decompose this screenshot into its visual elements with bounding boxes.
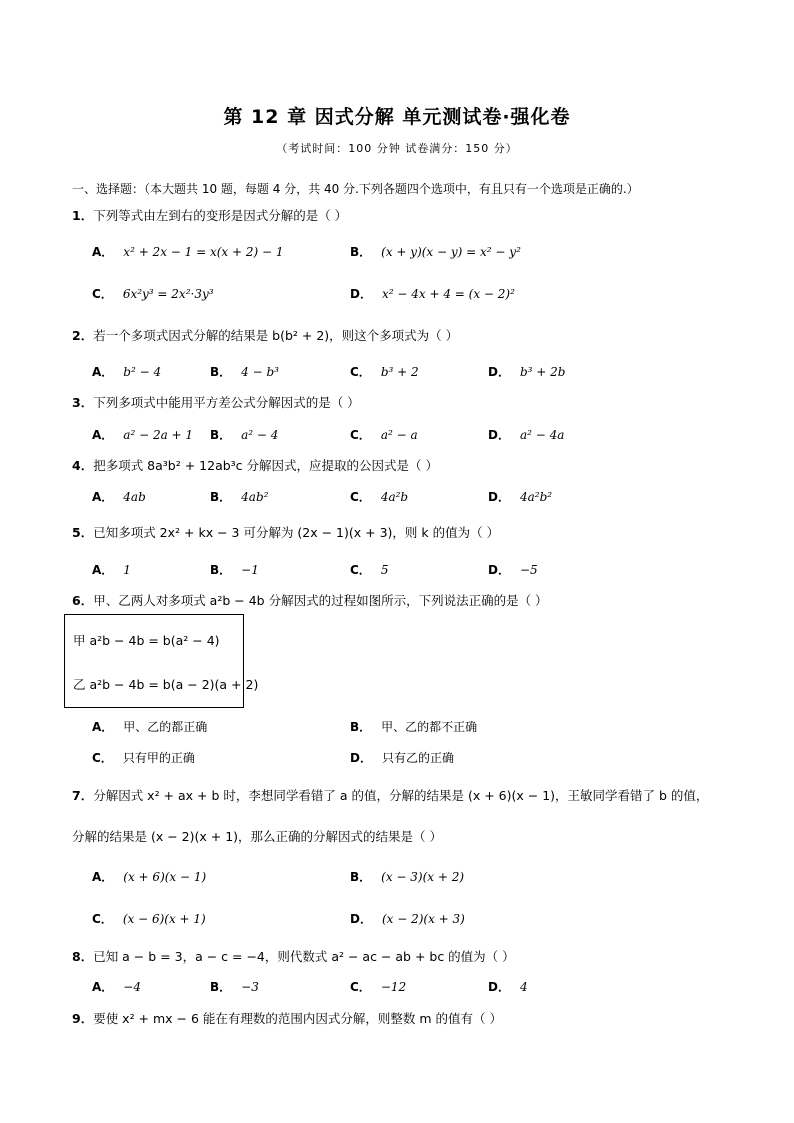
q1-option-b[interactable]: B． (x + y)(x − y) = x² − y² [350, 245, 521, 259]
question-number: 8． [72, 949, 94, 964]
q1-option-a[interactable]: A． x² + 2x − 1 = x(x + 2) − 1 [92, 245, 284, 259]
question-2 [72, 326, 458, 344]
question-stem: 甲、乙两人对多项式 a²b − 4b 分解因式的过程如图所示，下列说法正确的是（ ） [93, 593, 548, 608]
question-number: 2． [72, 328, 94, 343]
question-stem: 要使 x² + mx − 6 能在有理数的范围内因式分解，则整数 m 的值有（ ） [93, 1011, 503, 1026]
question-number: 4． [72, 458, 94, 473]
question-4 [72, 456, 438, 474]
q2-option-b[interactable]: B． 4 − b³ [210, 365, 279, 379]
q6-option-c[interactable]: C． 只有甲的正确 [92, 751, 195, 765]
question-number: 7． [72, 788, 94, 803]
q1-option-c[interactable]: C． 6x²y³ = 2x²·3y³ [92, 287, 214, 301]
q2-option-a[interactable]: A． b² − 4 [92, 365, 162, 379]
solution-box [64, 614, 259, 708]
q4-option-d[interactable]: D． 4a²b² [488, 490, 553, 504]
question-number: 9． [72, 1011, 94, 1026]
question-number: 1． [72, 208, 94, 223]
q7-option-c[interactable]: C． (x − 6)(x + 1) [92, 912, 206, 926]
question-stem: 下列等式由左到右的变形是因式分解的是（ ） [93, 208, 348, 223]
solution-yi: 乙 a²b − 4b = b(a − 2)(a + 2) [73, 677, 259, 692]
q3-option-a[interactable]: A． a² − 2a + 1 [92, 428, 194, 442]
question-9 [72, 1009, 502, 1027]
q7-option-b[interactable]: B． (x − 3)(x + 2) [350, 870, 465, 884]
q8-option-c[interactable]: C． −12 [350, 980, 407, 994]
question-8 [72, 947, 515, 965]
question-stem: 若一个多项式因式分解的结果是 b(b² + 2)，则这个多项式为（ ） [93, 328, 459, 343]
q2-option-d[interactable]: D． b³ + 2b [488, 365, 566, 379]
q7-option-a[interactable]: A． (x + 6)(x − 1) [92, 870, 207, 884]
q5-option-b[interactable]: B． −1 [210, 563, 259, 577]
q8-option-a[interactable]: A． −4 [92, 980, 141, 994]
question-1 [72, 206, 347, 224]
q5-option-a[interactable]: A． 1 [92, 563, 131, 577]
q4-option-b[interactable]: B． 4ab² [210, 490, 269, 504]
question-number: 6． [72, 593, 94, 608]
q7-option-d[interactable]: D． (x − 2)(x + 3) [350, 912, 465, 926]
question-7-continued: 分解的结果是 (x − 2)(x + 1)，那么正确的分解因式的结果是（ ） [72, 829, 442, 844]
q6-option-b[interactable]: B． 甲、乙的都不正确 [350, 720, 478, 734]
q3-option-b[interactable]: B． a² − 4 [210, 428, 279, 442]
q6-option-a[interactable]: A． 甲、乙的都正确 [92, 720, 208, 734]
q6-option-d[interactable]: D． 只有乙的正确 [350, 751, 454, 765]
question-stem: 下列多项式中能用平方差公式分解因式的是（ ） [93, 395, 360, 410]
q8-option-b[interactable]: B． −3 [210, 980, 259, 994]
question-number: 5． [72, 525, 94, 540]
question-stem: 分解因式 x² + ax + b 时，李想同学看错了 a 的值，分解的结果是 (x + 6)(x − 1)，王敏同学看错了 b 的值， [93, 788, 709, 803]
question-5 [72, 523, 499, 541]
q1-option-d[interactable]: D． x² − 4x + 4 = (x − 2)² [350, 287, 515, 301]
question-number: 3． [72, 395, 94, 410]
page-title: 第 12 章 因式分解 单元测试卷·强化卷 [223, 106, 571, 128]
question-stem: 把多项式 8a³b² + 12ab³c 分解因式，应提取的公因式是（ ） [93, 458, 438, 473]
question-stem: 已知 a − b = 3，a − c = −4，则代数式 a² − ac − ab + bc 的值为（ ） [93, 949, 515, 964]
q3-option-d[interactable]: D． a² − 4a [488, 428, 565, 442]
q5-option-c[interactable]: C． 5 [350, 563, 389, 577]
question-7 [72, 786, 708, 804]
q4-option-c[interactable]: C． 4a²b [350, 490, 409, 504]
exam-info: （考试时间：100 分钟 试卷满分：150 分） [276, 142, 518, 155]
q5-option-d[interactable]: D． −5 [488, 563, 538, 577]
q8-option-d[interactable]: D． 4 [488, 980, 528, 994]
section-heading: 一、选择题：（本大题共 10 题，每题 4 分，共 40 分.下列各题四个选项中，有且只有一个选项是正确的.） [72, 182, 639, 196]
solution-jia: 甲 a²b − 4b = b(a² − 4) [73, 633, 220, 648]
question-6 [72, 591, 548, 609]
q4-option-a[interactable]: A． 4ab [92, 490, 146, 504]
q3-option-c[interactable]: C． a² − a [350, 428, 418, 442]
question-3 [72, 393, 360, 411]
question-stem: 已知多项式 2x² + kx − 3 可分解为 (2x − 1)(x + 3)，则 k 的值为（ ） [93, 525, 500, 540]
q2-option-c[interactable]: C． b³ + 2 [350, 365, 419, 379]
